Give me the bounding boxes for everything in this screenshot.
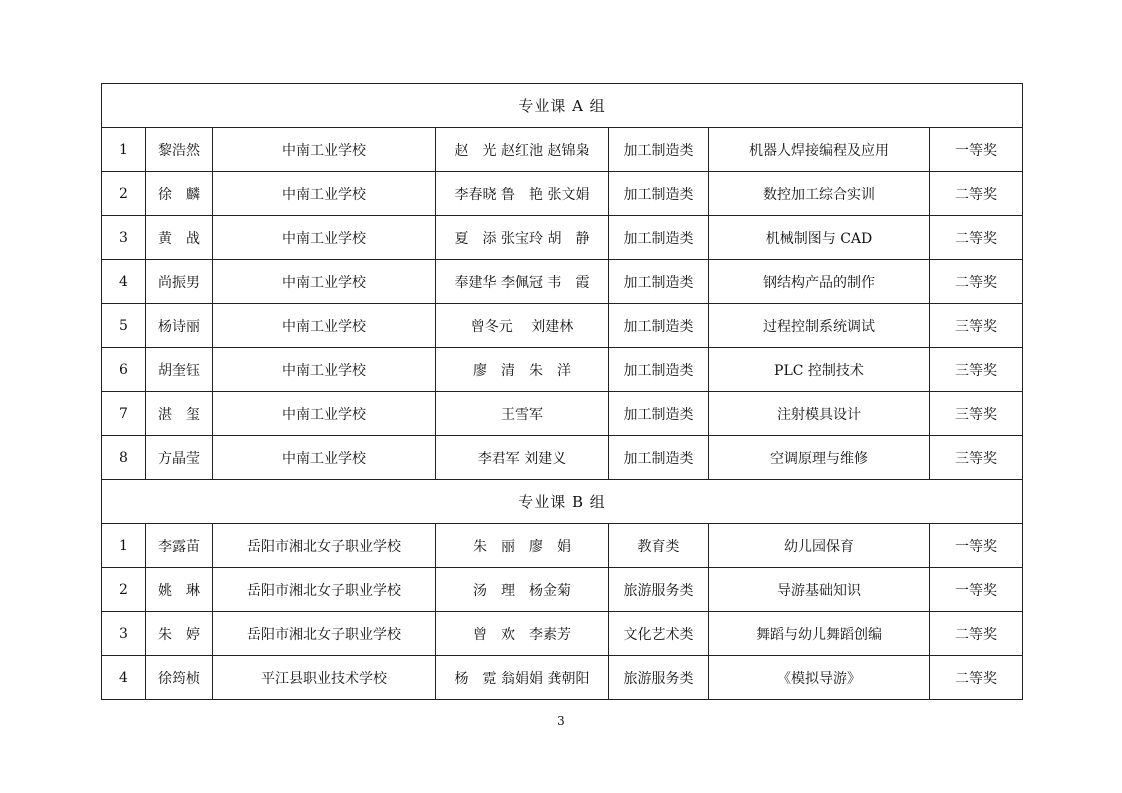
- row-number: 4: [102, 260, 146, 304]
- major-category: 加工制造类: [609, 260, 709, 304]
- competition-project: 注射模具设计: [709, 392, 930, 436]
- major-category: 旅游服务类: [609, 656, 709, 700]
- student-name: 胡奎钰: [146, 348, 213, 392]
- table-row: [102, 392, 1023, 436]
- school-name: 中南工业学校: [213, 216, 436, 260]
- table-row: [102, 568, 1023, 612]
- competition-project: 机器人焊接编程及应用: [709, 128, 930, 172]
- student-name: 徐筠桢: [146, 656, 213, 700]
- table-row: [102, 656, 1023, 700]
- instructor-names: 曾 欢 李素芳: [436, 612, 609, 656]
- instructor-names: 曾冬元 刘建林: [436, 304, 609, 348]
- instructor-names: 奉建华 李佩冠 韦 霞: [436, 260, 609, 304]
- student-name: 方晶莹: [146, 436, 213, 480]
- competition-project: 导游基础知识: [709, 568, 930, 612]
- award-table: [101, 83, 1023, 700]
- major-category: 文化艺术类: [609, 612, 709, 656]
- competition-project: 过程控制系统调试: [709, 304, 930, 348]
- table-row: [102, 172, 1023, 216]
- award-level: 一等奖: [930, 524, 1023, 568]
- school-name: 岳阳市湘北女子职业学校: [213, 612, 436, 656]
- table-row: [102, 524, 1023, 568]
- table-row: [102, 216, 1023, 260]
- competition-project: PLC 控制技术: [709, 348, 930, 392]
- major-category: 加工制造类: [609, 436, 709, 480]
- award-level: 二等奖: [930, 172, 1023, 216]
- instructor-names: 汤 理 杨金菊: [436, 568, 609, 612]
- school-name: 中南工业学校: [213, 436, 436, 480]
- table-row: [102, 348, 1023, 392]
- competition-project: 幼儿园保育: [709, 524, 930, 568]
- student-name: 姚 琳: [146, 568, 213, 612]
- section-header-row: [102, 480, 1023, 524]
- school-name: 岳阳市湘北女子职业学校: [213, 524, 436, 568]
- major-category: 加工制造类: [609, 392, 709, 436]
- row-number: 6: [102, 348, 146, 392]
- award-level: 二等奖: [930, 612, 1023, 656]
- instructor-names: 朱 丽 廖 娟: [436, 524, 609, 568]
- row-number: 2: [102, 172, 146, 216]
- table-row: [102, 436, 1023, 480]
- school-name: 中南工业学校: [213, 392, 436, 436]
- award-level: 三等奖: [930, 348, 1023, 392]
- award-level: 三等奖: [930, 392, 1023, 436]
- major-category: 加工制造类: [609, 216, 709, 260]
- student-name: 尚振男: [146, 260, 213, 304]
- major-category: 加工制造类: [609, 304, 709, 348]
- row-number: 4: [102, 656, 146, 700]
- school-name: 中南工业学校: [213, 128, 436, 172]
- major-category: 旅游服务类: [609, 568, 709, 612]
- award-level: 一等奖: [930, 128, 1023, 172]
- section-header-row: [102, 84, 1023, 128]
- award-level: 二等奖: [930, 260, 1023, 304]
- award-level: 二等奖: [930, 216, 1023, 260]
- student-name: 杨诗丽: [146, 304, 213, 348]
- row-number: 1: [102, 128, 146, 172]
- competition-project: 机械制图与 CAD: [709, 216, 930, 260]
- major-category: 加工制造类: [609, 172, 709, 216]
- row-number: 1: [102, 524, 146, 568]
- major-category: 加工制造类: [609, 128, 709, 172]
- instructor-names: 夏 添 张宝玲 胡 静: [436, 216, 609, 260]
- award-level: 二等奖: [930, 656, 1023, 700]
- student-name: 李露苗: [146, 524, 213, 568]
- student-name: 黎浩然: [146, 128, 213, 172]
- major-category: 教育类: [609, 524, 709, 568]
- competition-project: 《模拟导游》: [709, 656, 930, 700]
- instructor-names: 杨 霓 翁娟娟 龚朝阳: [436, 656, 609, 700]
- school-name: 岳阳市湘北女子职业学校: [213, 568, 436, 612]
- section-title: 专业课 B 组: [102, 480, 1023, 524]
- award-level: 三等奖: [930, 304, 1023, 348]
- table-body: [102, 84, 1023, 700]
- school-name: 平江县职业技术学校: [213, 656, 436, 700]
- award-level: 一等奖: [930, 568, 1023, 612]
- school-name: 中南工业学校: [213, 304, 436, 348]
- competition-project: 舞蹈与幼儿舞蹈创编: [709, 612, 930, 656]
- school-name: 中南工业学校: [213, 172, 436, 216]
- competition-project: 钢结构产品的制作: [709, 260, 930, 304]
- table-row: [102, 304, 1023, 348]
- student-name: 朱 婷: [146, 612, 213, 656]
- row-number: 3: [102, 612, 146, 656]
- row-number: 3: [102, 216, 146, 260]
- page-number: 3: [557, 714, 565, 728]
- award-level: 三等奖: [930, 436, 1023, 480]
- school-name: 中南工业学校: [213, 260, 436, 304]
- instructor-names: 廖 清 朱 洋: [436, 348, 609, 392]
- table-row: [102, 612, 1023, 656]
- student-name: 湛 玺: [146, 392, 213, 436]
- student-name: 黄 战: [146, 216, 213, 260]
- table-row: [102, 260, 1023, 304]
- section-title: 专业课 A 组: [102, 84, 1023, 128]
- competition-project: 数控加工综合实训: [709, 172, 930, 216]
- instructor-names: 赵 光 赵红池 赵锦枭: [436, 128, 609, 172]
- student-name: 徐 麟: [146, 172, 213, 216]
- major-category: 加工制造类: [609, 348, 709, 392]
- school-name: 中南工业学校: [213, 348, 436, 392]
- competition-project: 空调原理与维修: [709, 436, 930, 480]
- row-number: 5: [102, 304, 146, 348]
- row-number: 7: [102, 392, 146, 436]
- table-row: [102, 128, 1023, 172]
- row-number: 2: [102, 568, 146, 612]
- instructor-names: 李春晓 鲁 艳 张文娟: [436, 172, 609, 216]
- instructor-names: 王雪军: [436, 392, 609, 436]
- row-number: 8: [102, 436, 146, 480]
- instructor-names: 李君军 刘建义: [436, 436, 609, 480]
